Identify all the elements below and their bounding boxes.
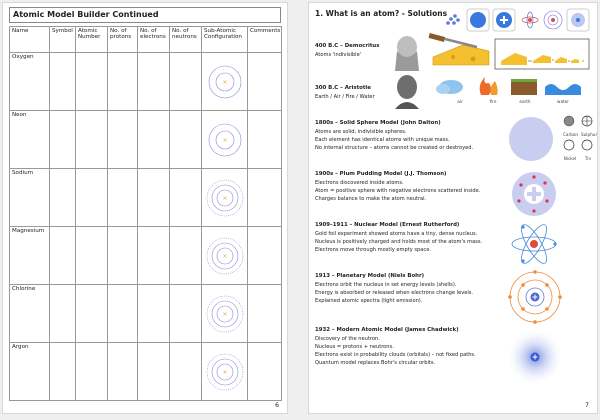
era-title: 1800s – Solid Sphere Model (John Dalton) bbox=[315, 120, 441, 126]
neutrons-cell[interactable] bbox=[170, 169, 202, 227]
comments-cell[interactable] bbox=[248, 169, 282, 227]
symbol-cell[interactable] bbox=[50, 343, 76, 401]
comments-cell[interactable] bbox=[248, 343, 282, 401]
cheese-divisions-icon bbox=[495, 39, 589, 69]
nucleus-icon: × bbox=[221, 78, 228, 86]
protons-cell[interactable] bbox=[108, 227, 138, 285]
sub-atomic-configuration-cell bbox=[202, 53, 248, 111]
era-title: 1900s – Plum Pudding Model (J.J. Thomson) bbox=[315, 171, 447, 177]
atomic-number-cell[interactable] bbox=[76, 111, 108, 169]
era-line: Atoms 'indivisible' bbox=[315, 52, 362, 58]
plum-pudding-icon bbox=[493, 9, 515, 31]
dalton-label-sulphur: Sulphur bbox=[581, 132, 598, 137]
element-name-cell: Chlorine bbox=[10, 285, 50, 343]
neutrons-cell[interactable] bbox=[170, 53, 202, 111]
dalton-label-tin: Tin bbox=[584, 156, 592, 161]
nuclear-atom-icon bbox=[522, 12, 538, 28]
page-number: 6 bbox=[275, 402, 279, 409]
era-line: Each element has identical atoms with unique mass. bbox=[315, 137, 450, 143]
era-rutherford bbox=[315, 222, 495, 254]
right-page bbox=[308, 2, 598, 414]
dalton-label-nickel: Nickel bbox=[563, 156, 577, 161]
era-thomson bbox=[315, 171, 495, 203]
column-header: Comments bbox=[248, 27, 282, 53]
fire-icon bbox=[480, 77, 498, 95]
electrons-cell[interactable] bbox=[138, 53, 170, 111]
neutrons-cell[interactable] bbox=[170, 285, 202, 343]
element-label-earth: earth bbox=[519, 99, 531, 104]
atom-diagram-icon bbox=[205, 62, 245, 102]
aristotle-bust-icon bbox=[395, 75, 419, 109]
atom-diagram-icon bbox=[205, 294, 245, 334]
atom-diagram-icon bbox=[205, 236, 245, 276]
element-name-cell: Sodium bbox=[10, 169, 50, 227]
element-name-cell: Magnesium bbox=[10, 227, 50, 285]
era-dalton bbox=[315, 120, 495, 152]
era-line: Nucleus = protons + neutrons. bbox=[315, 344, 394, 350]
planetary-atom-icon bbox=[544, 11, 562, 29]
era-bohr bbox=[315, 273, 495, 305]
era-title: 1932 – Modern Atomic Model (James Chadwick) bbox=[315, 327, 459, 333]
table-row bbox=[10, 227, 282, 285]
neutrons-cell[interactable] bbox=[170, 227, 202, 285]
table-row bbox=[10, 285, 282, 343]
protons-cell[interactable] bbox=[108, 285, 138, 343]
page-title: Atomic Model Builder Continued bbox=[9, 7, 281, 23]
earth-icon bbox=[511, 79, 537, 95]
column-header: Name bbox=[10, 27, 50, 53]
comments-cell[interactable] bbox=[248, 285, 282, 343]
water-icon bbox=[545, 84, 581, 95]
era-line: Energy is absorbed or released when electrons change levels. bbox=[315, 290, 474, 296]
quantum-model-illustration bbox=[507, 329, 563, 385]
nuclear-model-illustration bbox=[509, 219, 559, 269]
element-name-cell: Neon bbox=[10, 111, 50, 169]
atom-icons-row bbox=[441, 7, 595, 35]
protons-cell[interactable] bbox=[108, 343, 138, 401]
solid-sphere-icon bbox=[467, 9, 489, 31]
column-header: Symbol bbox=[50, 27, 76, 53]
atom-diagram-icon bbox=[205, 178, 245, 218]
column-header: Atomic Number bbox=[76, 27, 108, 53]
atomic-number-cell[interactable] bbox=[76, 53, 108, 111]
dots-atom-icon bbox=[446, 14, 460, 25]
sub-atomic-configuration-cell bbox=[202, 111, 248, 169]
era-line: Discovery of the neutron. bbox=[315, 336, 380, 342]
era-line: Quantum model replaces Bohr's circular orbits. bbox=[315, 360, 436, 366]
quantum-atom-icon bbox=[567, 9, 589, 31]
sub-atomic-configuration-cell bbox=[202, 227, 248, 285]
neutrons-cell[interactable] bbox=[170, 111, 202, 169]
era-line: Electrons discovered inside atoms. bbox=[315, 180, 404, 186]
electrons-cell[interactable] bbox=[138, 285, 170, 343]
page-number: 7 bbox=[585, 402, 589, 409]
solid-sphere-atom-icon bbox=[509, 117, 553, 161]
column-header: Sub-Atomic Configuration bbox=[202, 27, 248, 53]
democritus-bust-icon bbox=[395, 36, 419, 71]
protons-cell[interactable] bbox=[108, 169, 138, 227]
plum-pudding-illustration bbox=[509, 169, 559, 219]
sub-atomic-configuration-cell bbox=[202, 285, 248, 343]
era-chadwick bbox=[315, 327, 495, 367]
nucleus-icon: × bbox=[221, 310, 228, 318]
atom-diagram-icon bbox=[205, 120, 245, 160]
element-label-air: air bbox=[457, 99, 463, 104]
protons-cell[interactable] bbox=[108, 53, 138, 111]
table-row bbox=[10, 343, 282, 401]
era-title: 300 B.C – Aristotle bbox=[315, 85, 371, 91]
left-page bbox=[2, 2, 288, 414]
era-line: Electrons move through mostly empty space. bbox=[315, 247, 431, 253]
symbol-cell[interactable] bbox=[50, 285, 76, 343]
neutrons-cell[interactable] bbox=[170, 343, 202, 401]
air-cloud-icon bbox=[436, 80, 463, 94]
era-line: Explained atomic spectra (light emission). bbox=[315, 298, 423, 304]
era-title: 1913 – Planetary Model (Niels Bohr) bbox=[315, 273, 425, 279]
era-line: Earth / Air / Fire / Water bbox=[315, 94, 375, 100]
electrons-cell[interactable] bbox=[138, 111, 170, 169]
cheese-block-icon bbox=[428, 33, 489, 65]
column-header: No. of protons bbox=[108, 27, 138, 53]
table-row bbox=[10, 53, 282, 111]
table-row bbox=[10, 169, 282, 227]
era-line: No internal structure – atoms cannot be created or destroyed. bbox=[315, 145, 474, 151]
sub-atomic-configuration-cell bbox=[202, 169, 248, 227]
atomic-number-cell[interactable] bbox=[76, 343, 108, 401]
sub-atomic-configuration-cell bbox=[202, 343, 248, 401]
atomic-number-cell[interactable] bbox=[76, 285, 108, 343]
nucleus-icon: × bbox=[221, 194, 228, 202]
era-line: Electrons exist in probability clouds (orbitals) – not fixed paths. bbox=[315, 352, 476, 358]
era-title: 1909–1911 – Nuclear Model (Ernest Rutherford) bbox=[315, 222, 460, 228]
electrons-cell[interactable] bbox=[138, 169, 170, 227]
era-line: Charges balance to make the atom neutral. bbox=[315, 196, 427, 202]
era-line: Atoms are solid, indivisible spheres. bbox=[315, 129, 407, 135]
nucleus-icon: × bbox=[221, 136, 228, 144]
symbol-cell[interactable] bbox=[50, 169, 76, 227]
atomic-number-cell[interactable] bbox=[76, 169, 108, 227]
democritus-illustration bbox=[393, 33, 593, 73]
column-header: No. of electrons bbox=[138, 27, 170, 53]
element-label-water: water bbox=[557, 99, 569, 104]
electrons-cell[interactable] bbox=[138, 227, 170, 285]
protons-cell[interactable] bbox=[108, 111, 138, 169]
era-line: Electrons orbit the nucleus in set energy levels (shells). bbox=[315, 282, 457, 288]
atomic-number-cell[interactable] bbox=[76, 227, 108, 285]
era-title: 400 B.C – Democritus bbox=[315, 43, 380, 49]
element-name-cell: Argon bbox=[10, 343, 50, 401]
symbol-cell[interactable] bbox=[50, 111, 76, 169]
era-line: Nucleus is positively charged and holds most of the atom's mass. bbox=[315, 239, 483, 245]
comments-cell[interactable] bbox=[248, 53, 282, 111]
nucleus-icon: × bbox=[221, 252, 228, 260]
dalton-label-carbon: Carbon bbox=[563, 132, 579, 137]
column-header: No. of neutrons bbox=[170, 27, 202, 53]
section-heading: 1. What is an atom? - Solutions bbox=[315, 9, 448, 18]
bohr-model-illustration bbox=[507, 269, 563, 325]
symbol-cell[interactable] bbox=[50, 227, 76, 285]
table-row bbox=[10, 111, 282, 169]
electrons-cell[interactable] bbox=[138, 343, 170, 401]
element-label-fire: fire bbox=[489, 99, 497, 104]
table-header-row bbox=[10, 27, 282, 53]
era-line: Atom = positive sphere with negative electrons scattered inside. bbox=[315, 188, 481, 194]
comments-cell[interactable] bbox=[248, 111, 282, 169]
atom-builder-table bbox=[9, 26, 282, 401]
era-line: Gold foil experiment showed atoms have a tiny, dense nucleus. bbox=[315, 231, 478, 237]
atom-diagram-icon bbox=[205, 352, 245, 392]
element-name-cell: Oxygen bbox=[10, 53, 50, 111]
comments-cell[interactable] bbox=[248, 227, 282, 285]
symbol-cell[interactable] bbox=[50, 53, 76, 111]
nucleus-icon: × bbox=[221, 368, 228, 376]
